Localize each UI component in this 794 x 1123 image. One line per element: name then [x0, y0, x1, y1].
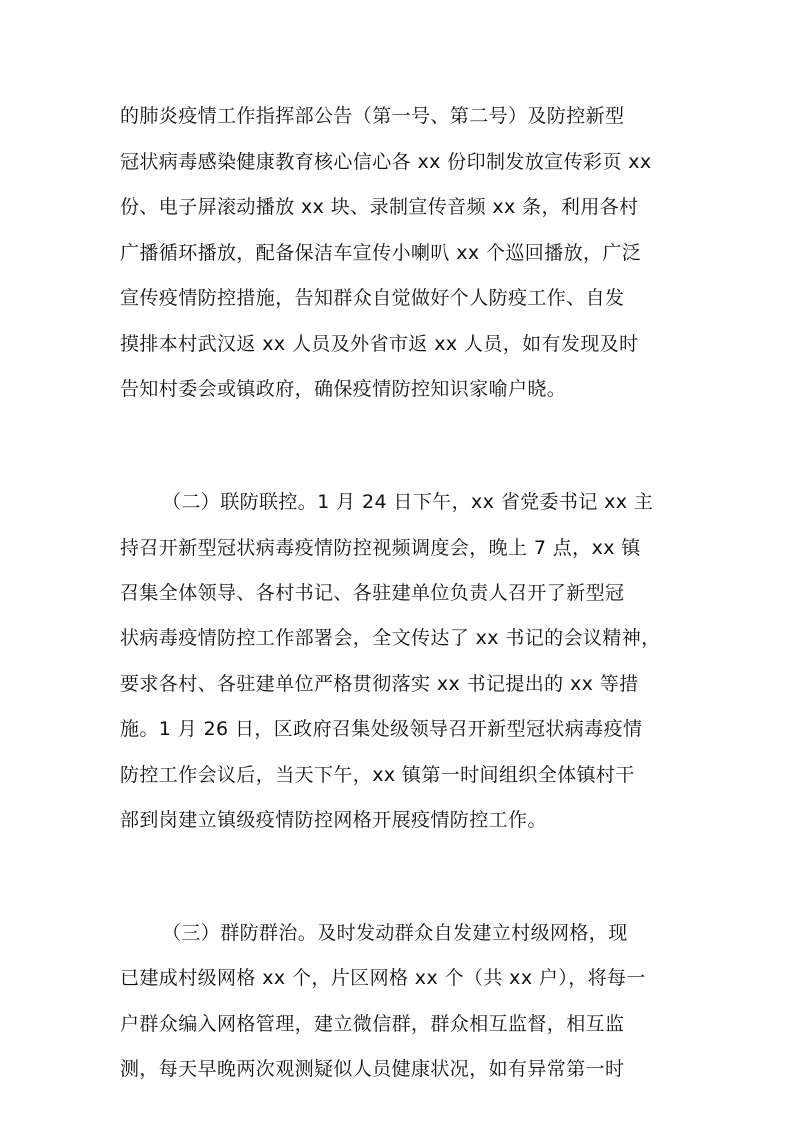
text-line: 施。1 月 26 日，区政府召集处级领导召开新型冠状病毒疫情 — [120, 718, 643, 740]
text-line: 要求各村、各驻建单位严格贯彻落实 xx 书记提出的 xx 等措 — [120, 673, 639, 695]
text-line: 宣传疫情防控措施，告知群众自觉做好个人防疫工作、自发 — [120, 287, 625, 309]
text-line: 部到岗建立镇级疫情防控网格开展疫情防控工作。 — [120, 809, 547, 831]
text-line: （二）联防联控。1 月 24 日下午，xx 省党委书记 xx 主 — [162, 491, 654, 513]
text-line: 冠状病毒感染健康教育核心信心各 xx 份印制发放宣传彩页 xx — [120, 151, 652, 173]
text-line: 户群众编入网格管理，建立微信群，群众相互监督，相互监 — [120, 1013, 625, 1035]
text-line: 的肺炎疫情工作指挥部公告（第一号、第二号）及防控新型 — [120, 105, 625, 127]
text-line: 持召开新型冠状病毒疫情防控视频调度会，晚上 7 点，xx 镇 — [120, 537, 641, 559]
text-line: 状病毒疫情防控工作部署会，全文传达了 xx 书记的会议精神， — [120, 627, 661, 649]
text-line: 召集全体领导、各村书记、各驻建单位负责人召开了新型冠 — [120, 582, 625, 604]
text-line: 份、电子屏滚动播放 xx 块、录制宣传音频 xx 条，利用各村 — [120, 196, 639, 218]
text-line: 测，每天早晚两次观测疑似人员健康状况，如有异常第一时 — [120, 1058, 625, 1080]
text-line: 摸排本村武汉返 xx 人员及外省市返 xx 人员，如有发现及时 — [120, 333, 639, 355]
text-line: 防控工作会议后，当天下午，xx 镇第一时间组织全体镇村干 — [120, 764, 635, 786]
text-line: （三）群防群治。及时发动群众自发建立村级网格，现 — [162, 922, 628, 944]
text-line: 告知村委会或镇政府，确保疫情防控知识家喻户晓。 — [120, 378, 567, 400]
text-line: 已建成村级网格 xx 个，片区网格 xx 个（共 xx 户），将每一 — [120, 967, 646, 989]
text-line: 广播循环播放，配备保洁车宣传小喇叭 xx 个巡回播放，广泛 — [120, 242, 642, 264]
